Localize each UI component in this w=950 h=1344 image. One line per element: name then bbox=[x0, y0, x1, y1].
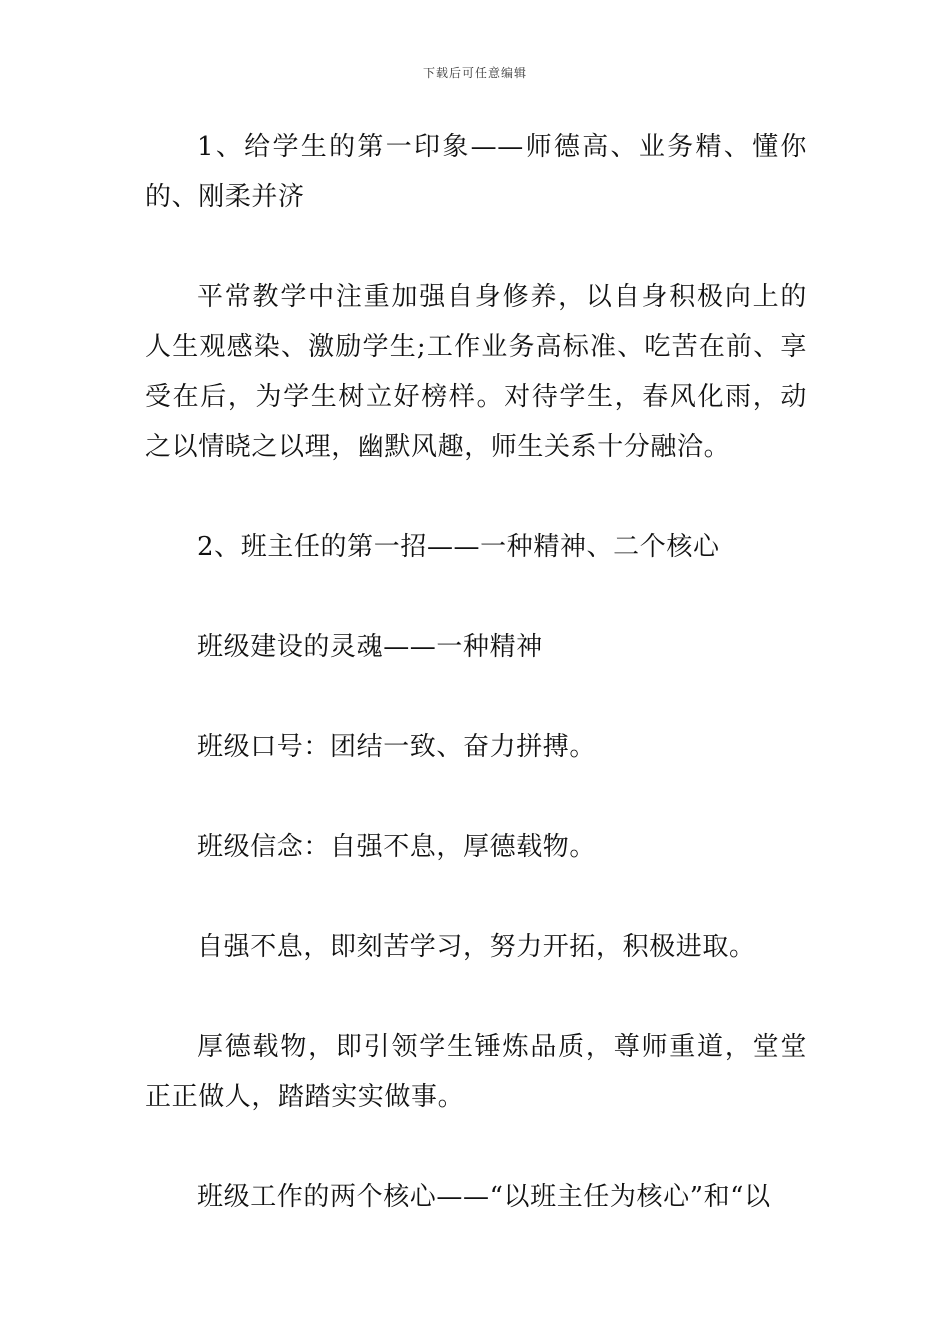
class-slogan: 班级口号：团结一致、奋力拼搏。 bbox=[197, 732, 597, 762]
paragraph-self-improvement: 自强不息，即刻苦学习，努力开拓，积极进取。 bbox=[197, 932, 756, 962]
subheading-class-spirit: 班级建设的灵魂——一种精神 bbox=[197, 632, 543, 662]
document-body bbox=[145, 122, 807, 1272]
class-belief: 班级信念：自强不息，厚德载物。 bbox=[197, 832, 597, 862]
heading-first-move: 2、班主任的第一招——一种精神、二个核心 bbox=[197, 532, 720, 562]
paragraph-two-cores: 班级工作的两个核心——“以班主任为核心”和“以 bbox=[197, 1182, 771, 1212]
page-header: 下载后可任意编辑 bbox=[422, 66, 527, 80]
heading-first-impression: 1、给学生的第一印象——师德高、业务精、懂你的、刚柔并济 bbox=[145, 132, 807, 212]
paragraph-virtue: 厚德载物，即引领学生锤炼品质，尊师重道，堂堂正正做人，踏踏实实做事。 bbox=[145, 1032, 807, 1112]
paragraph-self-cultivation: 平常教学中注重加强自身修养，以自身积极向上的人生观感染、激励学生;工作业务高标准、吃苦在前、享受在后，为学生树立好榜样。对待学生，春风化雨，动之以情晓之以理，幽默风趣，师生关系十分融洽。 bbox=[145, 282, 807, 462]
